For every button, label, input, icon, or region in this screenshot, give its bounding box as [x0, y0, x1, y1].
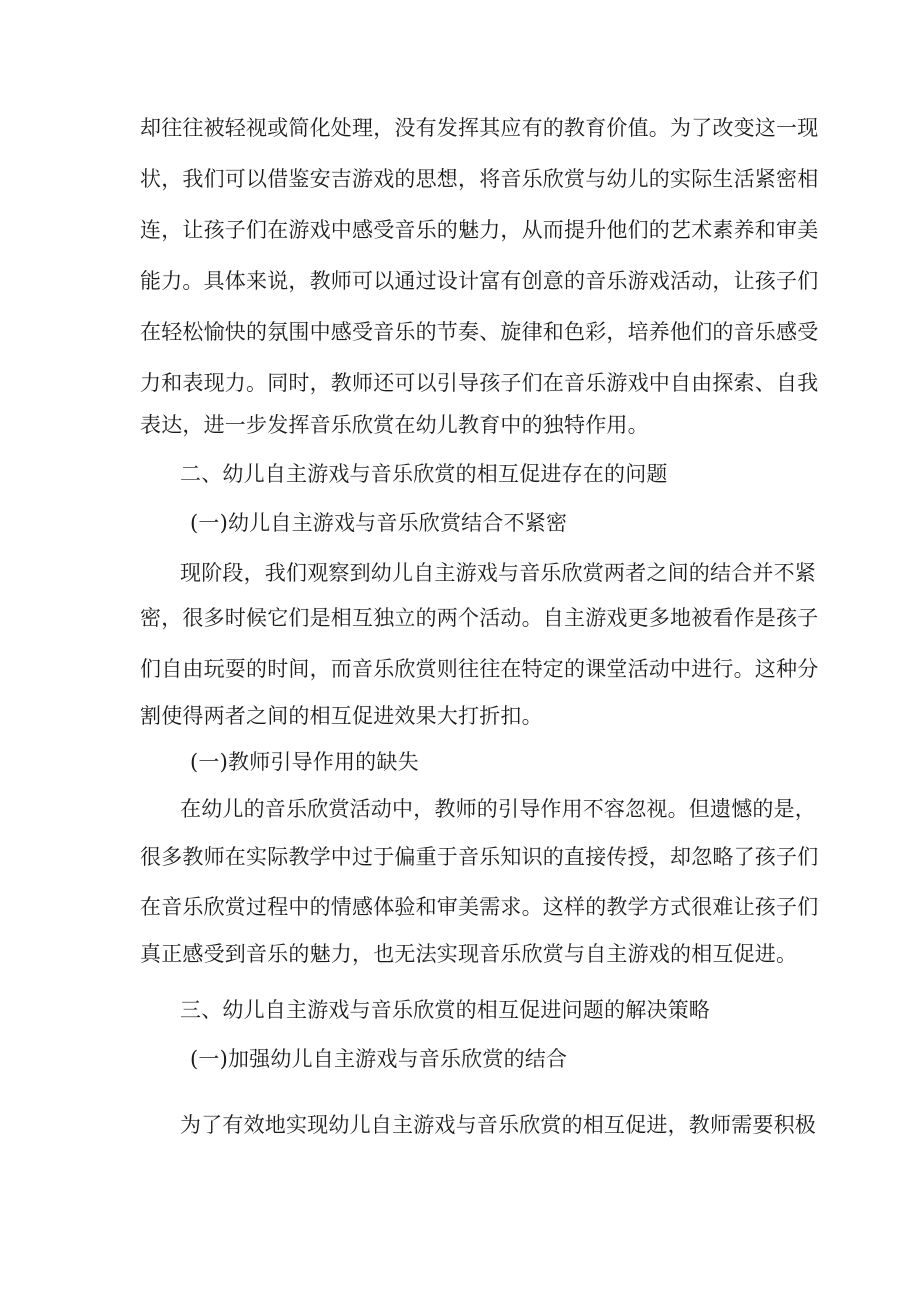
body-text-line: 状，我们可以借鉴安吉游戏的思想，将音乐欣赏与幼儿的实际生活紧密相: [140, 167, 819, 191]
body-text-line: 力和表现力。同时，教师还可以引导孩子们在音乐游戏中自由探索、自我: [140, 371, 819, 395]
body-text-line: 割使得两者之间的相互促进效果大打折扣。: [140, 704, 543, 728]
section-heading: 二、幼儿自主游戏与音乐欣赏的相互促进存在的问题: [180, 462, 668, 486]
body-text-line: 在幼儿的音乐欣赏活动中，教师的引导作用不容忽视。但遗憾的是，: [180, 797, 816, 821]
body-text-line: 能力。具体来说，教师可以通过设计富有创意的音乐游戏活动，让孩子们: [140, 269, 819, 293]
body-text-line: 很多教师在实际教学中过于偏重于音乐知识的直接传授，却忽略了孩子们: [140, 845, 819, 869]
body-text-line: 密，很多时候它们是相互独立的两个活动。自主游戏更多地被看作是孩子: [140, 606, 819, 630]
body-text-line: 为了有效地实现幼儿自主游戏与音乐欣赏的相互促进，教师需要积极: [180, 1113, 816, 1137]
section-heading: 三、幼儿自主游戏与音乐欣赏的相互促进问题的解决策略: [180, 998, 710, 1022]
subsection-heading: (一)幼儿自主游戏与音乐欣赏结合不紧密: [190, 511, 568, 535]
body-text-line: 表达，进一步发挥音乐欣赏在幼儿教育中的独特作用。: [140, 413, 649, 437]
body-text-line: 却往往被轻视或简化处理，没有发挥其应有的教育价值。为了改变这一现: [140, 116, 819, 140]
subsection-heading: (一)加强幼儿自主游戏与音乐欣赏的结合: [190, 1047, 568, 1071]
body-text-line: 现阶段，我们观察到幼儿自主游戏与音乐欣赏两者之间的结合并不紧: [180, 561, 816, 585]
body-text-line: 连，让孩子们在游戏中感受音乐的魅力，从而提升他们的艺术素养和审美: [140, 218, 819, 242]
subsection-heading: (一)教师引导作用的缺失: [190, 750, 419, 774]
body-text-line: 在轻松愉快的氛围中感受音乐的节奏、旋律和色彩，培养他们的音乐感受: [140, 320, 819, 344]
body-text-line: 们自由玩耍的时间，而音乐欣赏则往往在特定的课堂活动中进行。这种分: [140, 657, 819, 681]
body-text-line: 在音乐欣赏过程中的情感体验和审美需求。这样的教学方式很难让孩子们: [140, 895, 819, 919]
body-text-line: 真正感受到音乐的魅力，也无法实现音乐欣赏与自主游戏的相互促进。: [140, 942, 798, 966]
